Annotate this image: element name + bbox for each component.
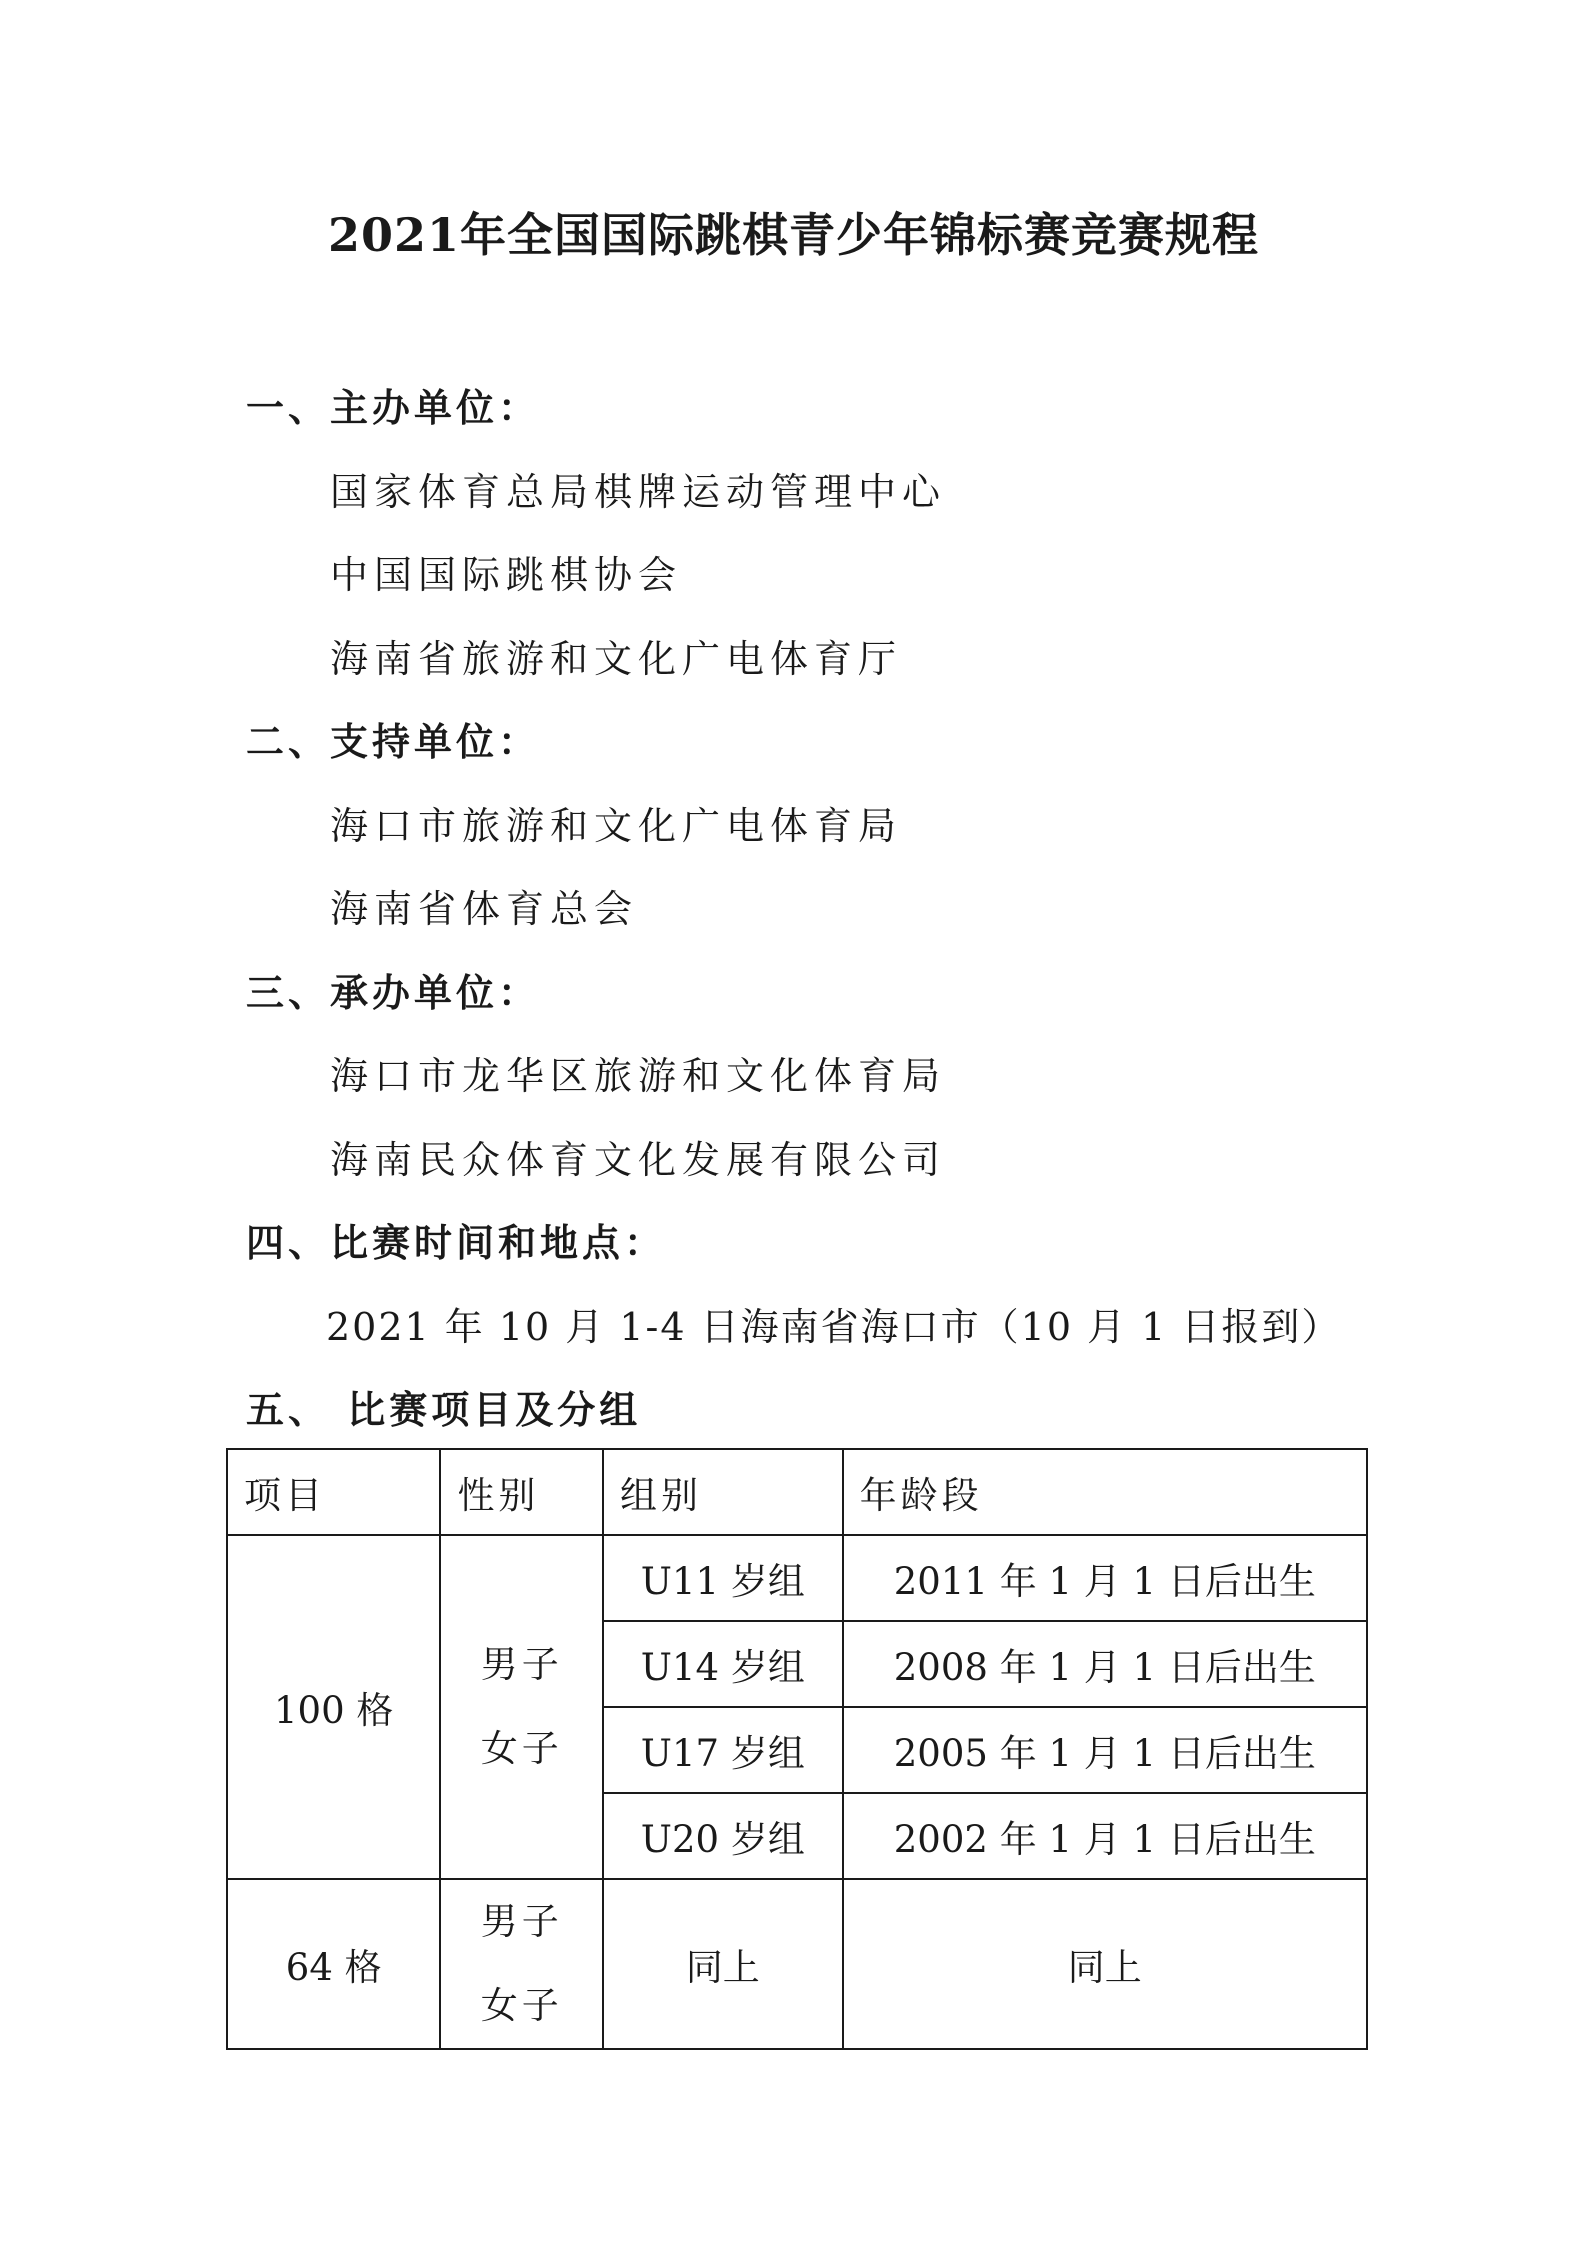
document-title: 2021年全国国际跳棋青少年锦标赛竞赛规程 <box>327 208 1260 262</box>
table-header-cell: 性别 <box>440 1449 603 1535</box>
gender-female: 女子 <box>480 1984 563 2027</box>
supporter-item: 海口市旅游和文化广电体育局 <box>330 804 903 848</box>
table-header-row <box>227 1449 1367 1535</box>
host-item: 海口市龙华区旅游和文化体育局 <box>330 1054 947 1098</box>
event-groups-table <box>226 1448 1368 2050</box>
time-place-text: 2021 年 10 月 1-4 日海南省海口市（10 月 1 日报到） <box>326 1305 1342 1349</box>
table-header-cell: 组别 <box>603 1449 843 1535</box>
section-heading-time-place: 四、比赛时间和地点： <box>246 1220 667 1265</box>
table-row <box>227 1879 1367 2049</box>
organizer-item: 国家体育总局棋牌运动管理中心 <box>330 470 947 514</box>
group-cell: 同上 <box>603 1879 843 2049</box>
gender-female: 女子 <box>480 1727 563 1770</box>
event-cell: 100 格 <box>227 1535 440 1879</box>
section-heading-events: 五、 比赛项目及分组 <box>246 1387 642 1432</box>
group-cell: U20 岁组 <box>603 1793 843 1879</box>
organizer-item: 中国国际跳棋协会 <box>330 553 683 597</box>
gender-cell <box>440 1535 603 1879</box>
supporter-item: 海南省体育总会 <box>330 887 639 931</box>
group-cell: U11 岁组 <box>603 1535 843 1621</box>
age-cell: 2005 年 1 月 1 日后出生 <box>843 1707 1367 1793</box>
table-row <box>227 1535 1367 1621</box>
table-header-cell: 项目 <box>227 1449 440 1535</box>
age-cell: 2008 年 1 月 1 日后出生 <box>843 1621 1367 1707</box>
age-cell: 同上 <box>843 1879 1367 2049</box>
host-item: 海南民众体育文化发展有限公司 <box>330 1138 947 1182</box>
gender-male: 男子 <box>480 1900 563 1943</box>
organizer-item: 海南省旅游和文化广电体育厅 <box>330 637 903 681</box>
age-cell: 2011 年 1 月 1 日后出生 <box>843 1535 1367 1621</box>
section-heading-hosts: 三、承办单位： <box>246 970 541 1015</box>
age-cell: 2002 年 1 月 1 日后出生 <box>843 1793 1367 1879</box>
group-cell: U17 岁组 <box>603 1707 843 1793</box>
gender-cell <box>440 1879 603 2049</box>
section-heading-organizers: 一、主办单位： <box>246 385 541 430</box>
gender-male: 男子 <box>480 1643 563 1686</box>
group-cell: U14 岁组 <box>603 1621 843 1707</box>
event-cell: 64 格 <box>227 1879 440 2049</box>
section-heading-supporters: 二、支持单位： <box>246 719 541 764</box>
table-header-cell: 年龄段 <box>843 1449 1367 1535</box>
